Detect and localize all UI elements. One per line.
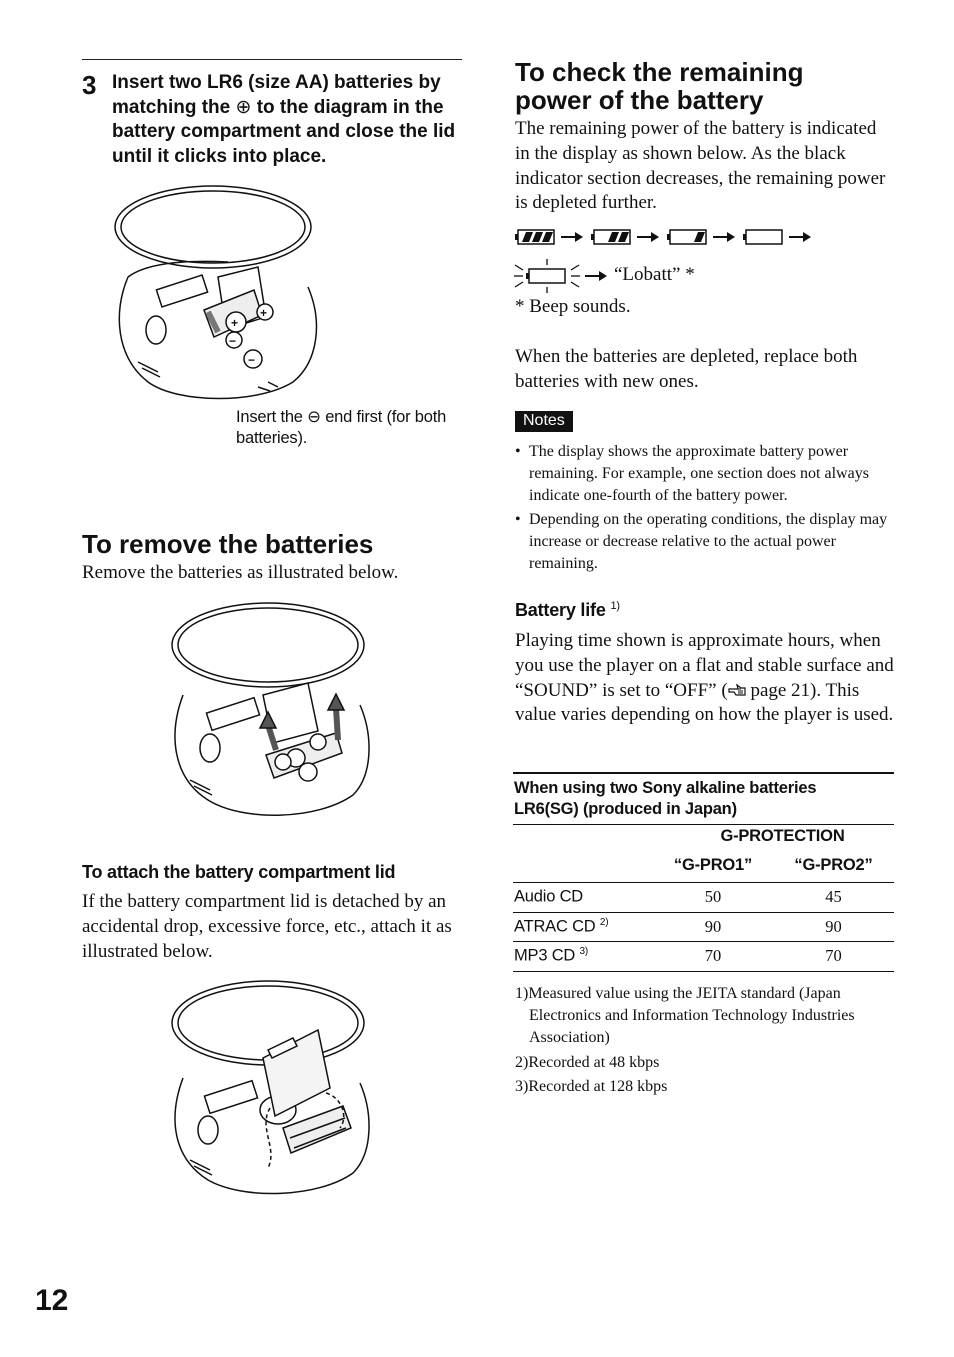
svg-text:+: + (231, 316, 239, 330)
table-row-label: Audio CD (514, 887, 584, 906)
table-cell: 45 (825, 887, 842, 907)
table-cell: 70 (704, 946, 722, 966)
battery-level-icon (743, 230, 782, 244)
minus-symbol: ⊖ (307, 408, 321, 426)
table-row (513, 912, 894, 942)
lobatt-label: “Lobatt” * (614, 264, 695, 285)
table-col-header: “G-PRO2” (794, 856, 873, 874)
table-col-header: “G-PRO1” (673, 856, 753, 874)
battery-life-table (513, 772, 894, 972)
insert-caption: Insert the ⊖ end first (for both batteries). (236, 408, 447, 447)
arrow-right-icon (585, 271, 607, 281)
table-row (513, 942, 894, 972)
top-rule (82, 59, 462, 60)
table-cell: 70 (825, 946, 842, 966)
notes-badge: Notes (515, 411, 573, 432)
svg-text:−: − (229, 334, 237, 348)
svg-text:+: + (260, 306, 268, 320)
battery-level-icon (591, 230, 630, 244)
battery-level-icon (515, 230, 554, 244)
step-instruction: Insert two LR6 (size AA) batteries by matching the ⊕ to the diagram in the battery compartment and close the lid until it clicks into place. (112, 72, 456, 167)
arrow-right-icon (713, 232, 735, 242)
table-group-header-row (513, 825, 894, 851)
beep-note: * Beep sounds. (515, 296, 631, 317)
battery-level-icon (667, 230, 706, 244)
note-item: • The display shows the approximate battery power remaining. For example, one section does not always indicate one-fourth of the battery power. (515, 441, 900, 507)
attach-lid-text: If the battery compartment lid is detached by an accidental drop, excessive force, etc., attach it as illustrated below. (82, 891, 452, 962)
step-number: 3 (82, 70, 97, 100)
table-cell: 90 (825, 916, 842, 936)
footnote: 2)Recorded at 48 kbps (515, 1053, 660, 1071)
table-title: When using two Sony alkaline batteries LR6(SG) (produced in Japan) (514, 779, 817, 818)
remove-batteries-illustration (168, 600, 378, 825)
footnote: 3)Recorded at 128 kbps (515, 1078, 668, 1095)
replace-batteries-text: When the batteries are depleted, replace both batteries with new ones. (515, 346, 858, 392)
battery-empty-flashing-icon (526, 269, 565, 283)
table-title-row (513, 773, 894, 825)
attach-lid-heading: To attach the battery compartment lid (82, 862, 396, 882)
note-item: • Depending on the operating conditions, the display may increase or decrease relative to the actual power remaining. (515, 509, 900, 575)
plus-symbol: ⊕ (235, 96, 252, 118)
svg-text:−: − (248, 353, 256, 367)
battery-life-text: Playing time shown is approximate hours, when you use the player on a flat and stable surface and “SOUND” is set to “OFF” ( page 21). This value varies depending on how the player is used. (515, 630, 894, 726)
table-header-row (513, 850, 894, 883)
table-group-header: G-PROTECTION (720, 827, 845, 845)
attach-lid-illustration (168, 978, 378, 1203)
pointing-hand-icon (728, 680, 746, 694)
battery-life-heading: Battery life $^{1)}$ (515, 600, 620, 620)
arrow-right-icon (789, 232, 811, 242)
check-power-text: The remaining power of the battery is indicated in the display as shown below. As the black indicator section decreases, the remaining power is depleted further. (515, 118, 886, 214)
footnote: 1)Measured value using the JEITA standard (Japan Electronics and Information Technology Industries Association) (515, 985, 855, 1046)
table-cell: 50 (704, 887, 722, 907)
table-row (513, 883, 894, 913)
remove-batteries-heading: To remove the batteries (82, 529, 374, 559)
insert-batteries-illustration (108, 182, 323, 407)
table-row-label: ATRAC CD $^{2)}$ (514, 916, 609, 935)
remove-batteries-text: Remove the batteries as illustrated below. (82, 562, 399, 583)
footnotes (515, 983, 900, 1101)
notes-list (515, 441, 900, 577)
table-row-label: MP3 CD $^{3)}$ (514, 946, 589, 965)
page-number: 12 (35, 1284, 69, 1317)
arrow-right-icon (561, 232, 583, 242)
arrow-right-icon (637, 232, 659, 242)
table-cell: 90 (704, 916, 722, 936)
check-power-heading: To check the remaining power of the battery (515, 57, 804, 115)
